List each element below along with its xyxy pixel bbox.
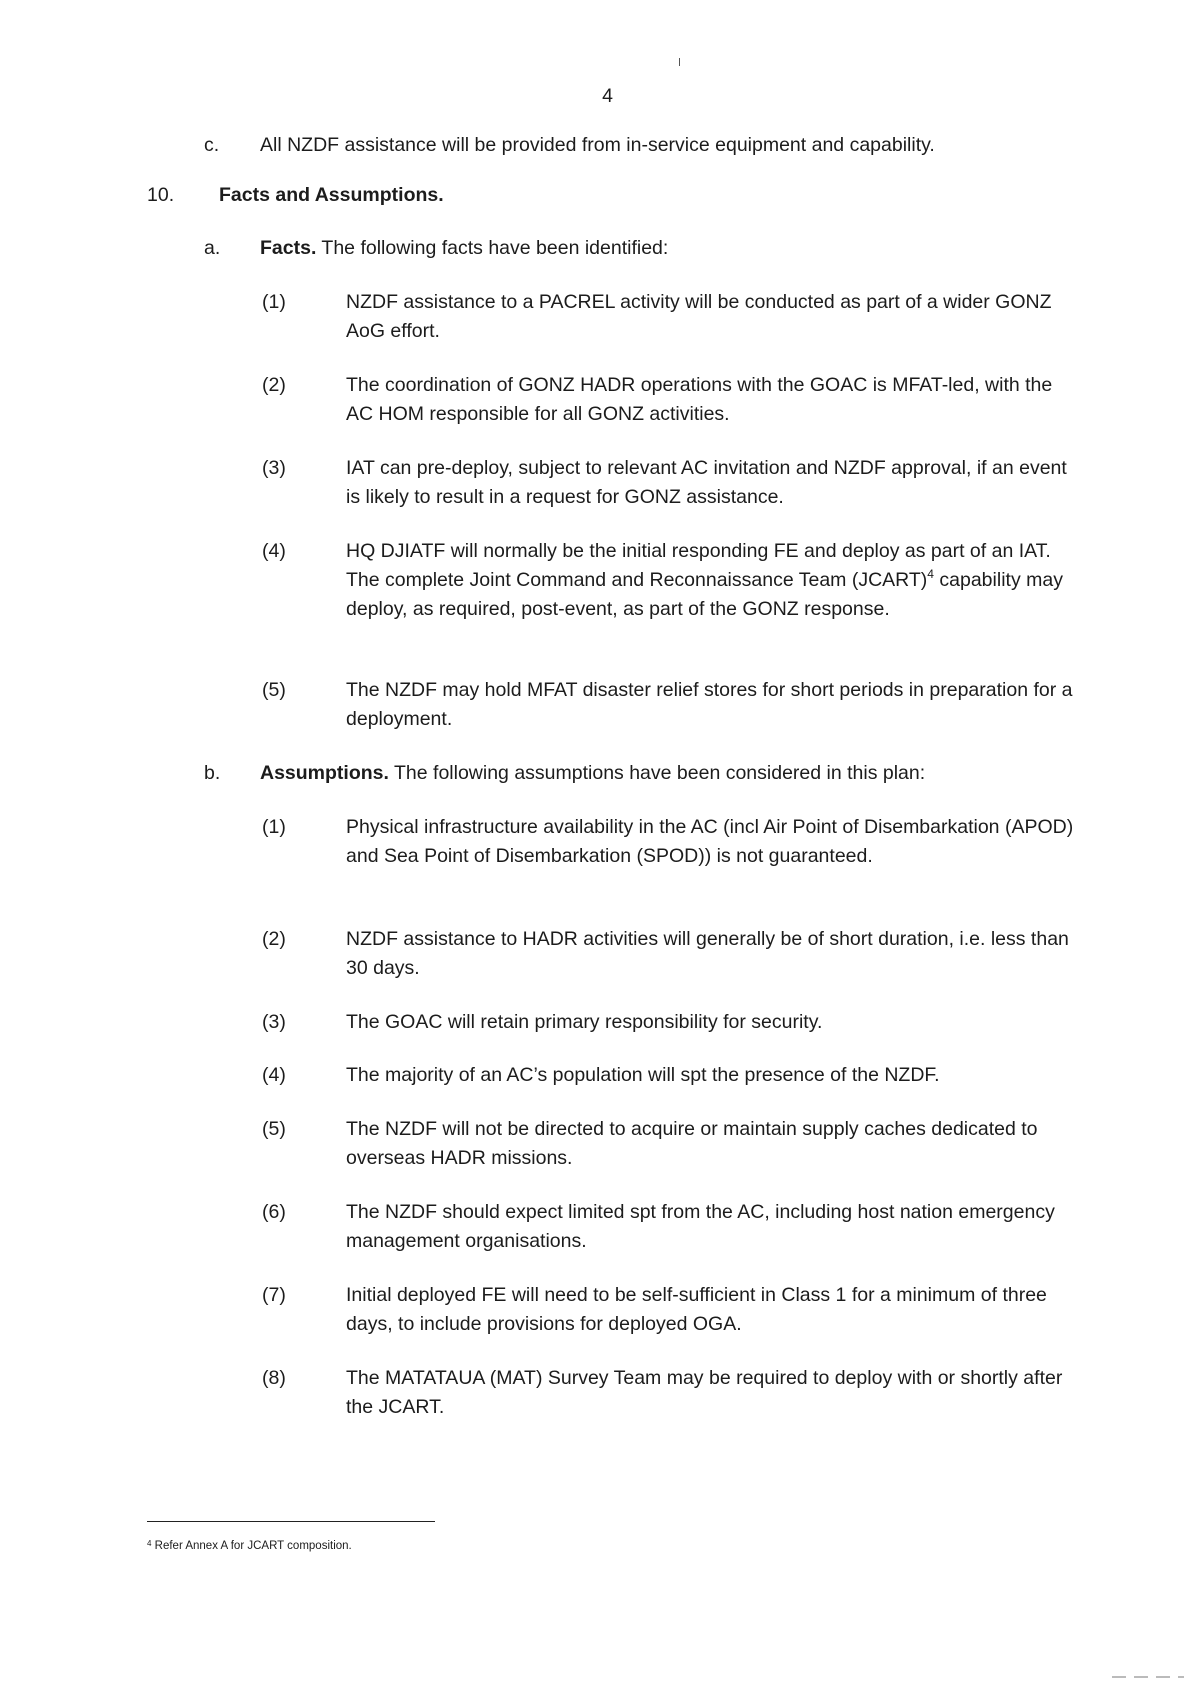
facts-intro: The following facts have been identified: — [316, 237, 669, 259]
assumption-4-text: The majority of an AC’s population will spt the presence of the NZDF. — [346, 1064, 940, 1086]
fact-1-number: (1) — [262, 291, 286, 313]
assumption-8-text: The MATATAUA (MAT) Survey Team may be required to deploy with or shortly after the JCART. — [346, 1367, 1063, 1418]
assumptions-letter: b. — [204, 762, 221, 784]
fact-4-text-part-a: HQ DJIATF will normally be the initial responding FE and deploy as part of an IAT. The complete Joint Command and Reconnaissance Team (JCART) — [346, 540, 1051, 591]
assumption-3-number: (3) — [262, 1011, 286, 1033]
scan-marks — [1112, 1676, 1184, 1678]
facts-letter: a. — [204, 237, 221, 259]
fact-5-text: The NZDF may hold MFAT disaster relief stores for short periods in preparation for a deployment. — [346, 679, 1073, 730]
paragraph-number: 10. — [147, 184, 175, 206]
assumption-4-number: (4) — [262, 1064, 286, 1086]
footnote-marker: 4 — [147, 1539, 152, 1548]
fact-4-text — [346, 537, 1076, 624]
footnote-text: Refer Annex A for JCART composition. — [151, 1540, 352, 1552]
assumption-7-text: Initial deployed FE will need to be self-sufficient in Class 1 for a minimum of three days, to include provisions for deployed OGA. — [346, 1284, 1047, 1335]
scan-tick-mark — [679, 58, 680, 66]
assumption-7-number: (7) — [262, 1284, 286, 1306]
assumption-6-number: (6) — [262, 1201, 286, 1223]
assumption-3-text: The GOAC will retain primary responsibility for security. — [346, 1011, 823, 1033]
assumption-6-text: The NZDF should expect limited spt from the AC, including host nation emergency management organisations. — [346, 1201, 1055, 1252]
fact-1-text: NZDF assistance to a PACREL activity will be conducted as part of a wider GONZ AoG effort. — [346, 291, 1052, 342]
footnote-separator — [147, 1521, 435, 1522]
fact-5-number: (5) — [262, 679, 286, 701]
page-number: 4 — [602, 85, 613, 107]
fact-4-number: (4) — [262, 540, 286, 562]
fact-2-text: The coordination of GONZ HADR operations with the GOAC is MFAT-led, with the AC HOM responsible for all GONZ activities. — [346, 374, 1053, 425]
assumption-2-number: (2) — [262, 928, 286, 950]
assumption-1-text: Physical infrastructure availability in the AC (incl Air Point of Disembarkation (APOD) and Sea Point of Disembarkation (SPOD)) is not guaranteed. — [346, 816, 1074, 867]
footnote — [147, 1536, 352, 1554]
paragraph-heading: Facts and Assumptions. — [219, 184, 444, 206]
item-c-letter: c. — [204, 134, 220, 156]
facts-heading — [260, 234, 1060, 263]
fact-2-number: (2) — [262, 374, 286, 396]
item-c-text: All NZDF assistance will be provided from in-service equipment and capability. — [260, 134, 935, 156]
assumption-5-text: The NZDF will not be directed to acquire or maintain supply caches dedicated to overseas HADR missions. — [346, 1118, 1038, 1169]
assumption-8-number: (8) — [262, 1367, 286, 1389]
assumptions-heading — [260, 759, 1060, 788]
fact-4-text-part-b: capability may deploy, as required, post-event, as part of the GONZ response. — [346, 569, 1063, 620]
footnote-reference: 4 — [927, 567, 934, 581]
assumption-2-text: NZDF assistance to HADR activities will generally be of short duration, i.e. less than 30 days. — [346, 928, 1069, 979]
fact-3-text: IAT can pre-deploy, subject to relevant AC invitation and NZDF approval, if an event is likely to result in a request for GONZ assistance. — [346, 457, 1067, 508]
assumption-5-number: (5) — [262, 1118, 286, 1140]
fact-3-number: (3) — [262, 457, 286, 479]
assumptions-intro: The following assumptions have been considered in this plan: — [388, 762, 926, 784]
assumptions-label: Assumptions. — [260, 762, 389, 784]
facts-label: Facts. — [260, 237, 317, 259]
assumption-1-number: (1) — [262, 816, 286, 838]
